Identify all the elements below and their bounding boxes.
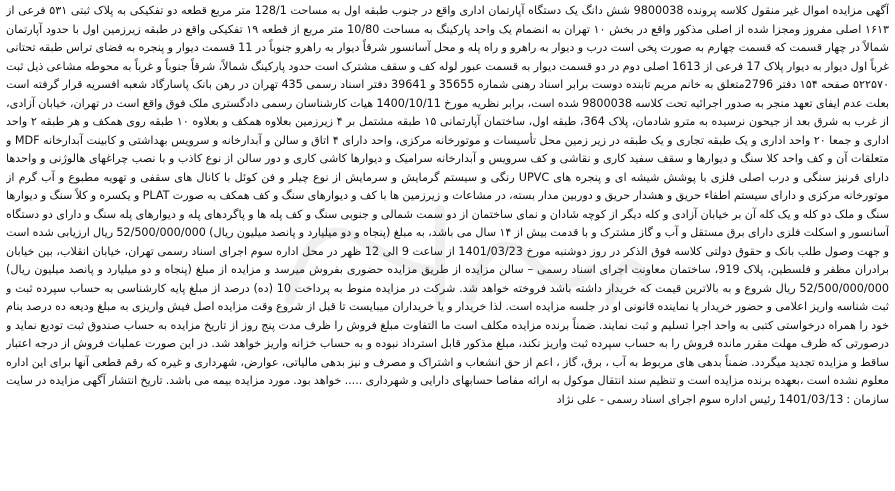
- auction-notice-text: آگهی مزایده اموال غیر منقول کلاسه پرونده 9800038 شش دانگ یک دستگاه آپارتمان اداری واقع در جنوب طبقه اول به مساحت 128/1 متر مربع قطعه دو تفکیکی به پلاک ثبتی ۵۳۱ فرعی از ۱۶۱۳ اصلی مفروز ومجزا شده از اصلی مذکور واقع در بخش ۱۰ تهران به انضمام یک واحد پارکینگ به مساحت 10/80 متر مربع از قطعه ۱۹ تفکیکی واقع در طبقه زیرزمین اول با حدود آپارتمان شمالاً در چهار قسمت که قسمت چهارم به صورت پخی است درب و دیوار به راهرو و راه پله و محل آسانسور شرقاً دیوار به راهرو جنوباً در 11 قسمت دیوار و پنجره به فضای تراس طبقه تحتانی غرباً اول دیوار به دیوار پلاک 17 فرعی از 1613 اصلی دوم در دو قسمت دیوار به قسمت عبور لوله کف و سقف مشترک است حدود پارکینگ شمالاً، شرقاً جنوباً و غرباً به محوطه مشاعی ذیل ثبت ۵۲۲۵۷۰ صفحه ۱۵۴ دفتر 2796متعلق به خانم مریم تابنده دوست برابر اسناد رهنی شماره 35655 و 39641 دفتر اسناد رسمی 435 تهران در رهن بانک پاسارگاد شعبه افسریه قرار گرفته است بعلت عدم ایفای تعهد منجر به صدور اجرائیه تحت کلاسه 9800038 شده است، برابر نظریه مورخ 1400/10/11 هیات کارشناسان رسمی دادگستری ملک فوق واقع است در تهران، خیابان آزادی، از غرب به شرق بعد از جیحون نرسیده به مترو شادمان، پلاک 364، طبقه اول، ساختمان آپارتمانی ۱۵ طبقه مشتمل بر ۴ زیرزمین بعلاوه همکف و بعلاوه ۱۰ طبقه روی همکف و هر طبقه ۲ واحد اداری و جمعا ۲۰ واحد اداری و یک طبقه تجاری و یک طبقه در زیر زمین محل تأسیسات و موتورخانه مرکزی، واحد دارای ۴ اتاق و سالن و آبدارخانه و سرویس بهداشتی و کابینت آبدارخانه MDF و متعلقات آن و کف واحد کلا سنگ و دیوارها و سقف سفید کاری و نقاشی و کف سرویس و آبدارخانه سرامیک و دیوارها کاشی کاری و دور سالن از نوع کاذب و با نصب چراغهای هالوژنی و واحدها دارای قرنیز سنگی و درب اصلی فلزی با پوشش شیشه ای و پنجره های UPVC رنگی و سیستم گرمایش و سرمایش از نوع چیلر و فن کوئل با کانال های سقفی و تهویه مطبوع و آب گرم از موتورخانه مرکزی و دارای سیستم اطفاء حریق و هشدار حریق و دوربین مدار بسته، در مشاعات و زیرزمین ها با کف و دیوارهای سنگ و کف همکف به صورت PLAT و یکسره و کلاً سنگ و دیوارها سنگ و ملک دو کله و یک کله آن بر خیابان آزادی و کله دیگر از کوچه شادان و نمای ساختمان از دو سمت شمالی و جنوبی سنگ و کف پله ها و پاگردهای پله و دیوارهای پله سنگ و دارای دو دستگاه آسانسور و اسکلت فلزی دارای برق مستقل و آب و گاز مشترک و با قدمت بیش از ۱۴ سال می باشد، به مبلغ (پنجاه و دو میلیارد و پانصد میلیون ریال) 52/500/000/000 ریال ارزیابی شده است و جهت وصول طلب بانک و حقوق دولتی کلاسه فوق الذکر در روز دوشنبه مورخ 1401/03/23 از ساعت 9 الی 12 ظهر در محل اداره سوم اجرای اسناد رسمی تهران، خیابان انقلاب، بین خیابان برادران مظفر و فلسطین، پلاک 919، ساختمان معاونت اجرای اسناد رسمی – سالن مزایده از طریق مزایده حضوری بفروش میرسد و مزایده از مبلغ (پنجاه و دو میلیارد و پانصد میلیون ریال) 52/500/000/000 ریال شروع و به بالاترین قیمت که خریدار داشته باشد فروخته خواهد شد. شرکت در مزایده منوط به پرداخت 10 (ده) درصد از مبلغ پایه کارشناسی به حساب سپرده ثبت و ثبت شناسه واریز اعلامی و حضور خریدار یا نماینده قانونی او در جلسه مزایده است. لذا خریدار و یا خریداران میبایست تا قبل از شروع وقت مزایده اصل فیش واریزی به مبلغ ودیعه ده درصد بنام خود را همراه درخواستی کتبی به واحد اجرا تسلیم و ثبت نمایند. ضمناً برنده مزایده مکلف است ما التفاوت مبلغ فروش را ظرف مدت پنج روز از تاریخ مزایده به حساب صندوق ثبت تودیع نماید و درصورتی که ظرف مهلت مقرر مانده فروش را به حساب سپرده ثبت واریز نکند، مبلغ مذکور قابل استرداد نبوده و به حساب خزانه واریز خواهد شد. در این صورت عملیات فروش از درجه اعتبار ساقط و مزایده تجدید میگردد. ضمناً بدهی های مربوط به آب ، برق، گاز ، اعم از حق انشعاب و اشتراک و مصرف و نیز بدهی مالیاتی، عوارض، شهرداری و غیره که رقم قطعی آنها برای این اداره معلوم نشده است ،بعهده برنده مزایده است و تنظیم سند انتقال موکول به ارائه مفاصا حسابهای دارایی و شهرداری ..... خواهد بود. مورد مزایده بیمه می باشد. تاریخ انتشار آگهی مزایده در سایت سازمان : 1401/03/13 رئیس اداره سوم اجرای اسناد رسمی - علی نژاد: [6, 4, 889, 406]
